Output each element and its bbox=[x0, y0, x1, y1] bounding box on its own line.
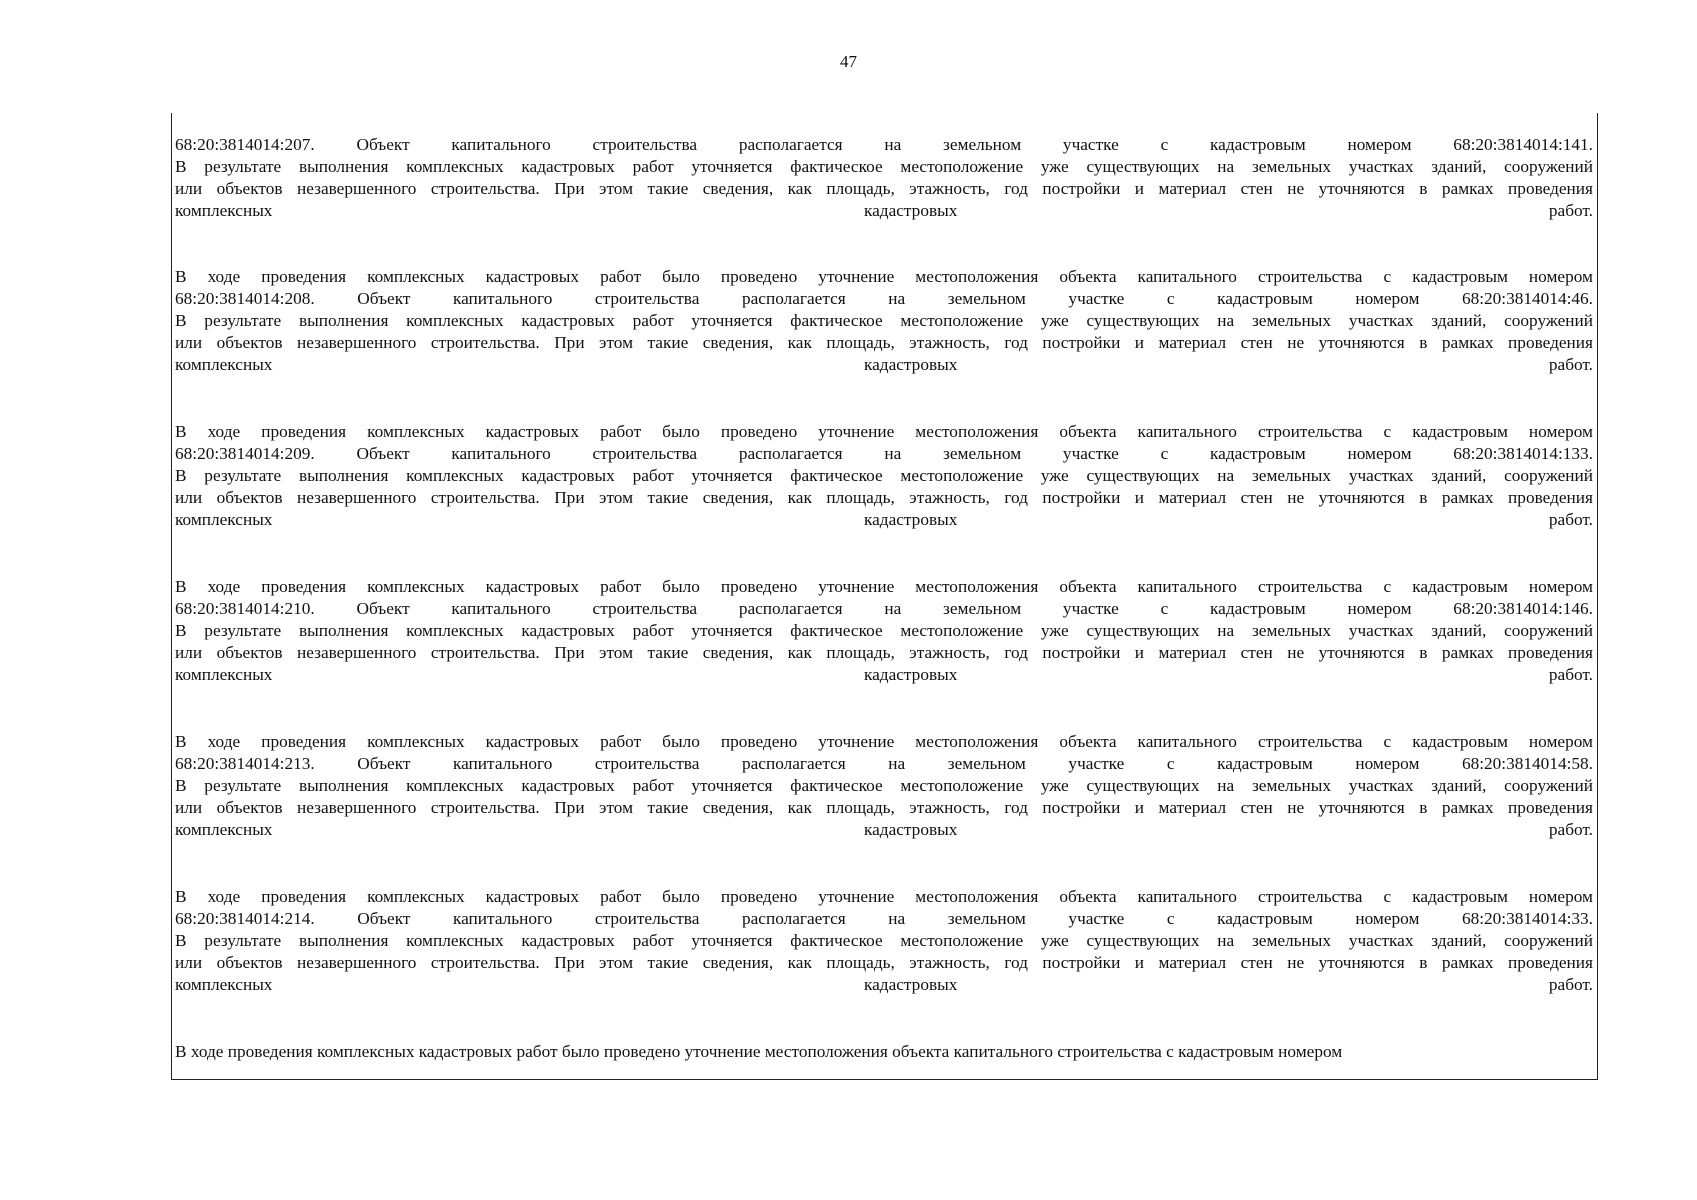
paragraph-line: В результате выполнения комплексных кадастровых работ уточняется фактическое местоположение уже существующих на земельных участках зданий, сооружений bbox=[175, 931, 1593, 950]
paragraph-line: или объектов незавершенного строительства. При этом такие сведения, как площадь, этажность, год постройки и материал стен не уточняются в рамках проведения bbox=[175, 333, 1593, 352]
paragraph-line: В ходе проведения комплексных кадастровых работ было проведено уточнение местоположения объекта капитального строительства с кадастровым номером bbox=[175, 267, 1593, 286]
paragraph-line: комплексных кадастровых работ. bbox=[175, 201, 1593, 220]
paragraph-2 bbox=[175, 266, 1593, 376]
paragraph-line: В ходе проведения комплексных кадастровых работ было проведено уточнение местоположения объекта капитального строительства с кадастровым номером bbox=[175, 577, 1593, 596]
paragraph-line: 68:20:3814014:209. Объект капитального строительства располагается на земельном участке с кадастровым номером 68:20:3814014:133. bbox=[175, 444, 1593, 463]
paragraph-line: В ходе проведения комплексных кадастровых работ было проведено уточнение местоположения объекта капитального строительства с кадастровым номером bbox=[175, 887, 1593, 906]
paragraph-line: 68:20:3814014:208. Объект капитального строительства располагается на земельном участке с кадастровым номером 68:20:3814014:46. bbox=[175, 289, 1593, 308]
paragraph-line: комплексных кадастровых работ. bbox=[175, 665, 1593, 684]
paragraph-line: или объектов незавершенного строительства. При этом такие сведения, как площадь, этажность, год постройки и материал стен не уточняются в рамках проведения bbox=[175, 488, 1593, 507]
paragraph-line: комплексных кадастровых работ. bbox=[175, 510, 1593, 529]
paragraph-line: В ходе проведения комплексных кадастровых работ было проведено уточнение местоположения объекта капитального строительства с кадастровым номером bbox=[175, 422, 1593, 441]
paragraph-line: или объектов незавершенного строительства. При этом такие сведения, как площадь, этажность, год постройки и материал стен не уточняются в рамках проведения bbox=[175, 179, 1593, 198]
paragraph-line: В ходе проведения комплексных кадастровых работ было проведено уточнение местоположения объекта капитального строительства с кадастровым номером bbox=[175, 732, 1593, 751]
paragraph-4 bbox=[175, 576, 1593, 686]
paragraph-line: В результате выполнения комплексных кадастровых работ уточняется фактическое местоположение уже существующих на земельных участках зданий, сооружений bbox=[175, 776, 1593, 795]
paragraph-line: комплексных кадастровых работ. bbox=[175, 975, 1593, 994]
paragraph-line: В результате выполнения комплексных кадастровых работ уточняется фактическое местоположение уже существующих на земельных участках зданий, сооружений bbox=[175, 466, 1593, 485]
paragraph-line: комплексных кадастровых работ. bbox=[175, 820, 1593, 839]
paragraph-7 bbox=[175, 1041, 1593, 1063]
paragraph-line: или объектов незавершенного строительства. При этом такие сведения, как площадь, этажность, год постройки и материал стен не уточняются в рамках проведения bbox=[175, 798, 1593, 817]
paragraph-1 bbox=[175, 134, 1593, 222]
paragraph-line: или объектов незавершенного строительства. При этом такие сведения, как площадь, этажность, год постройки и материал стен не уточняются в рамках проведения bbox=[175, 953, 1593, 972]
paragraph-line: 68:20:3814014:213. Объект капитального строительства располагается на земельном участке с кадастровым номером 68:20:3814014:58. bbox=[175, 754, 1593, 773]
paragraph-line: 68:20:3814014:207. Объект капитального строительства располагается на земельном участке с кадастровым номером 68:20:3814014:141. bbox=[175, 135, 1593, 154]
paragraph-5 bbox=[175, 731, 1593, 841]
paragraph-line: В результате выполнения комплексных кадастровых работ уточняется фактическое местоположение уже существующих на земельных участках зданий, сооружений bbox=[175, 311, 1593, 330]
paragraph-line: 68:20:3814014:210. Объект капитального строительства располагается на земельном участке с кадастровым номером 68:20:3814014:146. bbox=[175, 599, 1593, 618]
paragraph-3 bbox=[175, 421, 1593, 531]
paragraph-line: В результате выполнения комплексных кадастровых работ уточняется фактическое местоположение уже существующих на земельных участках зданий, сооружений bbox=[175, 157, 1593, 176]
paragraph-line: 68:20:3814014:214. Объект капитального строительства располагается на земельном участке с кадастровым номером 68:20:3814014:33. bbox=[175, 909, 1593, 928]
paragraph-line: или объектов незавершенного строительства. При этом такие сведения, как площадь, этажность, год постройки и материал стен не уточняются в рамках проведения bbox=[175, 643, 1593, 662]
paragraph-line: В результате выполнения комплексных кадастровых работ уточняется фактическое местоположение уже существующих на земельных участках зданий, сооружений bbox=[175, 621, 1593, 640]
page-number: 47 bbox=[840, 52, 857, 71]
paragraph-line: В ходе проведения комплексных кадастровых работ было проведено уточнение местоположения объекта капитального строительства с кадастровым номером bbox=[175, 1042, 1343, 1061]
paragraph-6 bbox=[175, 886, 1593, 996]
paragraph-line: комплексных кадастровых работ. bbox=[175, 355, 1593, 374]
content-frame bbox=[171, 113, 1598, 1080]
